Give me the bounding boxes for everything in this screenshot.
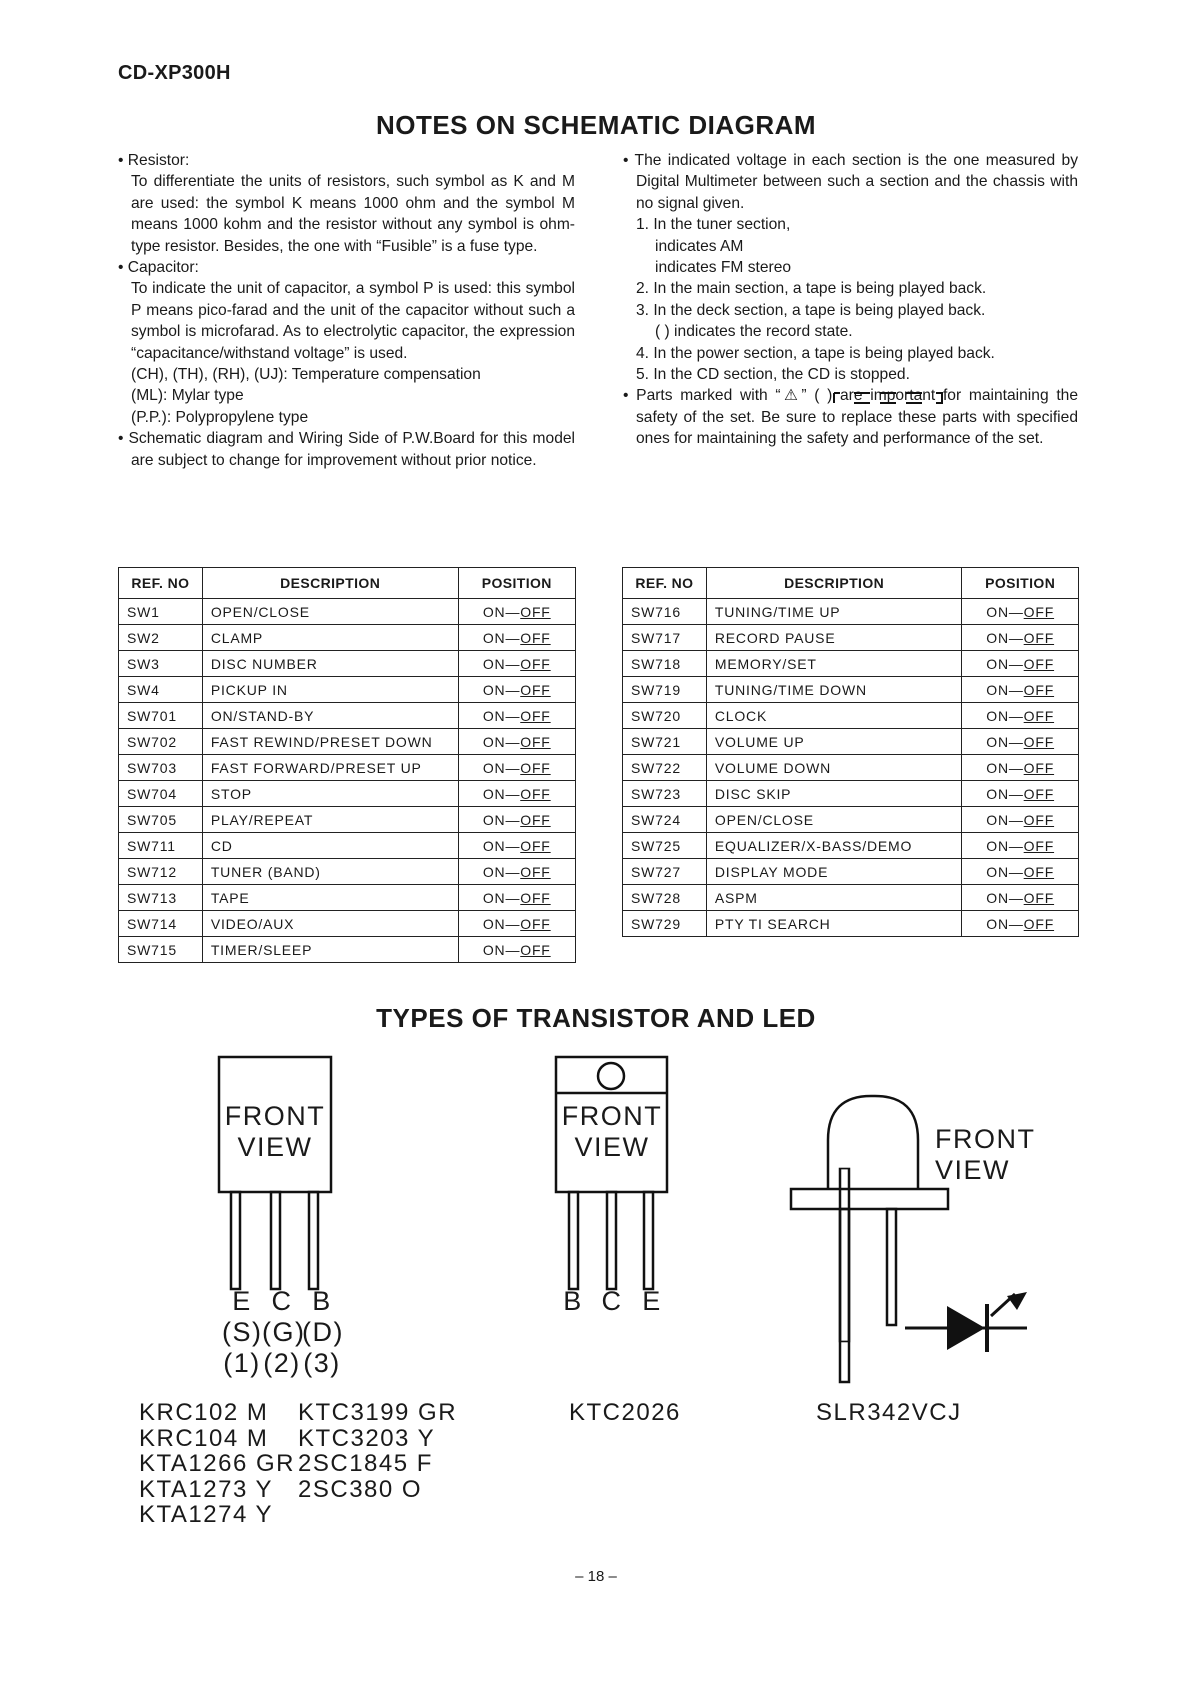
transistor-1-part-list-a (139, 1400, 295, 1528)
description-cell: ASPM (706, 885, 961, 911)
table-row (623, 729, 1079, 755)
position-on: ON— (482, 603, 521, 620)
led-part-number: SLR342VCJ (816, 1399, 962, 1426)
part-number: KTA1274 Y (139, 1501, 274, 1528)
led-front-label: FRONT VIEW (935, 1124, 1036, 1185)
position-off: OFF (1023, 629, 1055, 646)
col-header-description: DESCRIPTION (706, 568, 961, 599)
table-row (119, 885, 576, 911)
notes-left-column (118, 150, 575, 471)
ref-no-cell: SW728 (623, 885, 707, 911)
position-off: OFF (520, 603, 551, 620)
led-diode-symbol (905, 1290, 1030, 1370)
table-row (119, 599, 576, 625)
position-cell (458, 885, 575, 911)
description-cell: TUNER (BAND) (202, 859, 458, 885)
notes-right-paragraph: indicates AM (655, 237, 744, 255)
table-row (119, 703, 576, 729)
position-off: OFF (520, 759, 551, 776)
position-cell (458, 781, 575, 807)
position-on: ON— (986, 837, 1024, 854)
position-on: ON— (482, 863, 521, 880)
position-on: ON— (482, 941, 521, 958)
description-cell: OPEN/CLOSE (706, 807, 961, 833)
position-off: OFF (520, 707, 551, 724)
ref-no-cell: SW716 (623, 599, 707, 625)
ref-no-cell: SW717 (623, 625, 707, 651)
table-row (623, 859, 1079, 885)
table-row (623, 807, 1079, 833)
position-off: OFF (520, 681, 551, 698)
ref-no-cell: SW2 (119, 625, 203, 651)
position-on: ON— (482, 889, 521, 906)
table-row (119, 807, 576, 833)
table-row (623, 755, 1079, 781)
position-cell (962, 911, 1079, 937)
notes-right-paragraph: • Parts marked with “⚠” ( ) are important for maintaining the safety of the set. Be sure to replace these parts with specified ones for maintaining the safety and performance of the set. (623, 387, 1078, 448)
position-on: ON— (986, 811, 1024, 828)
table-row (623, 781, 1079, 807)
description-cell: MEMORY/SET (706, 651, 961, 677)
description-cell: CLOCK (706, 703, 961, 729)
table-row (119, 651, 576, 677)
position-on: ON— (986, 759, 1024, 776)
ref-no-cell: SW719 (623, 677, 707, 703)
position-off: OFF (1023, 603, 1055, 620)
notes-right-paragraph: 4. In the power section, a tape is being played back. (636, 344, 995, 362)
notes-left-paragraph: To differentiate the units of resistors, such symbol as K and M are used: the symbol K means 1000 ohm and the symbol M means 1000 kohm and the resistor without any symbol is ohm-type resistor. Besides, the one with “Fusible” is a fuse type. (131, 173, 575, 255)
notes-right-paragraph: • The indicated voltage in each section is the one measured by Digital Multimeter between such a section and the chassis with no signal given. (623, 152, 1078, 212)
ref-no-cell: SW712 (119, 859, 203, 885)
position-cell (962, 599, 1079, 625)
position-on: ON— (482, 707, 521, 724)
table-row (623, 677, 1079, 703)
ref-no-cell: SW723 (623, 781, 707, 807)
ref-no-cell: SW713 (119, 885, 203, 911)
description-cell: TUNING/TIME DOWN (706, 677, 961, 703)
position-on: ON— (482, 785, 521, 802)
notes-right-paragraph: 3. In the deck section, a tape is being played back. (636, 301, 986, 319)
position-on: ON— (986, 603, 1024, 620)
position-off: OFF (1023, 915, 1055, 932)
description-cell: CLAMP (202, 625, 458, 651)
ref-no-cell: SW703 (119, 755, 203, 781)
table-row (623, 911, 1079, 937)
description-cell: PICKUP IN (202, 677, 458, 703)
notes-left-paragraph: • Schematic diagram and Wiring Side of P.W.Board for this model are subject to change for improvement without prior notice. (118, 430, 575, 469)
notes-right-paragraph: ( ) indicates the record state. (655, 323, 853, 341)
col-header-position: POSITION (962, 568, 1079, 599)
position-cell (458, 625, 575, 651)
position-cell (962, 781, 1079, 807)
table-row (119, 755, 576, 781)
ref-no-cell: SW722 (623, 755, 707, 781)
part-number: 2SC1845 F (298, 1450, 433, 1477)
position-off: OFF (520, 629, 551, 646)
position-cell (962, 651, 1079, 677)
table-row (623, 625, 1079, 651)
position-off: OFF (1023, 811, 1055, 828)
col-header-description: DESCRIPTION (202, 568, 458, 599)
position-on: ON— (986, 889, 1024, 906)
ref-no-cell: SW711 (119, 833, 203, 859)
position-off: OFF (520, 655, 551, 672)
position-off: OFF (520, 837, 551, 854)
ref-no-cell: SW1 (119, 599, 203, 625)
notes-left-paragraph: To indicate the unit of capacitor, a symbol P is used: this symbol P means pico-farad and the unit of the capacitor without such a symbol is microfarad. As to electrolytic capacitor, the expression “capacitance/withstand voltage” is used. (131, 280, 575, 362)
position-cell (458, 755, 575, 781)
notes-right-paragraph: indicates FM stereo (655, 259, 792, 277)
ref-no-cell: SW714 (119, 911, 203, 937)
switch-table-left (118, 567, 576, 963)
position-on: ON— (986, 863, 1024, 880)
position-on: ON— (482, 837, 521, 854)
description-cell: RECORD PAUSE (706, 625, 961, 651)
transistor-2-part-number: KTC2026 (569, 1399, 681, 1426)
position-on: ON— (986, 785, 1024, 802)
notes-title: NOTES ON SCHEMATIC DIAGRAM (375, 110, 817, 140)
switch-table-right (622, 567, 1079, 937)
table-row (119, 937, 576, 963)
description-cell: VIDEO/AUX (202, 911, 458, 937)
ref-no-cell: SW720 (623, 703, 707, 729)
position-on: ON— (482, 915, 521, 932)
table-row (623, 885, 1079, 911)
position-off: OFF (520, 889, 551, 906)
position-cell (458, 859, 575, 885)
part-number: KTC3203 Y (298, 1424, 436, 1452)
transistor-2-front-label: FRONT VIEW (561, 1101, 663, 1162)
description-cell: OPEN/CLOSE (202, 599, 458, 625)
part-number: KTC3199 GR (298, 1399, 458, 1426)
position-off: OFF (1023, 863, 1055, 880)
description-cell: TUNING/TIME UP (706, 599, 961, 625)
transistor-1-front-label: FRONT VIEW (224, 1101, 326, 1162)
transistor-title: TYPES OF TRANSISTOR AND LED (376, 1003, 816, 1033)
ref-no-cell: SW727 (623, 859, 707, 885)
position-off: OFF (1023, 707, 1055, 724)
position-on: ON— (482, 629, 521, 646)
position-on: ON— (986, 629, 1024, 646)
table-row (623, 703, 1079, 729)
transistor-1-pin-labels: E C B (S) (G) (D) (1) (2) (3) (222, 1286, 344, 1378)
position-off: OFF (1023, 759, 1055, 776)
table-row (119, 729, 576, 755)
model-number: CD-XP300H (118, 62, 231, 84)
table-row (119, 781, 576, 807)
col-header-ref: REF. NO (623, 568, 707, 599)
col-header-ref: REF. NO (119, 568, 203, 599)
ref-no-cell: SW724 (623, 807, 707, 833)
position-on: ON— (986, 681, 1024, 698)
description-cell: VOLUME UP (706, 729, 961, 755)
position-cell (962, 677, 1079, 703)
description-cell: FAST REWIND/PRESET DOWN (202, 729, 458, 755)
part-number: 2SC380 O (298, 1475, 423, 1503)
description-cell: TIMER/SLEEP (202, 937, 458, 963)
position-cell (458, 729, 575, 755)
position-off: OFF (1023, 785, 1055, 802)
table-row (119, 677, 576, 703)
safety-parts-symbol (832, 390, 946, 406)
notes-left-paragraph: (P.P.): Polypropylene type (131, 408, 309, 426)
position-cell (458, 911, 575, 937)
col-header-position: POSITION (458, 568, 575, 599)
notes-right-paragraph: 5. In the CD section, the CD is stopped. (636, 366, 910, 384)
position-on: ON— (986, 707, 1024, 724)
position-off: OFF (520, 811, 551, 828)
description-cell: PTY TI SEARCH (706, 911, 961, 937)
position-cell (962, 859, 1079, 885)
transistor-1-part-list-b (298, 1400, 457, 1502)
position-cell (962, 755, 1079, 781)
description-cell: TAPE (202, 885, 458, 911)
position-on: ON— (986, 733, 1024, 750)
position-off: OFF (520, 733, 551, 750)
ref-no-cell: SW4 (119, 677, 203, 703)
position-on: ON— (482, 655, 521, 672)
table-row (119, 859, 576, 885)
position-on: ON— (482, 733, 521, 750)
position-on: ON— (986, 915, 1024, 932)
ref-no-cell: SW725 (623, 833, 707, 859)
notes-left-paragraph: • Capacitor: (118, 259, 199, 277)
table-row (623, 599, 1079, 625)
notes-right-paragraph: 1. In the tuner section, (636, 216, 791, 234)
table-row (119, 833, 576, 859)
ref-no-cell: SW729 (623, 911, 707, 937)
position-off: OFF (1023, 655, 1055, 672)
position-cell (962, 807, 1079, 833)
description-cell: DISC NUMBER (202, 651, 458, 677)
position-off: OFF (1023, 681, 1055, 698)
notes-left-paragraph: • Resistor: (118, 152, 190, 169)
position-cell (962, 885, 1079, 911)
position-cell (458, 807, 575, 833)
position-cell (962, 729, 1079, 755)
ref-no-cell: SW704 (119, 781, 203, 807)
position-off: OFF (520, 863, 551, 880)
table-row (119, 911, 576, 937)
ref-no-cell: SW3 (119, 651, 203, 677)
notes-left-paragraph: (ML): Mylar type (131, 387, 244, 405)
description-cell: VOLUME DOWN (706, 755, 961, 781)
transistor-2-outline (552, 1055, 672, 1291)
description-cell: ON/STAND-BY (202, 703, 458, 729)
position-cell (962, 625, 1079, 651)
part-number: KRC104 M (139, 1424, 269, 1452)
description-cell: PLAY/REPEAT (202, 807, 458, 833)
position-cell (458, 937, 575, 963)
table-row (623, 833, 1079, 859)
position-on: ON— (482, 811, 521, 828)
description-cell: STOP (202, 781, 458, 807)
position-cell (962, 703, 1079, 729)
position-off: OFF (1023, 733, 1055, 750)
transistor-2-pin-labels: B C E (563, 1286, 662, 1316)
ref-no-cell: SW715 (119, 937, 203, 963)
position-cell (458, 651, 575, 677)
position-off: OFF (520, 915, 551, 932)
position-on: ON— (482, 759, 521, 776)
ref-no-cell: SW705 (119, 807, 203, 833)
notes-left-paragraph: (CH), (TH), (RH), (UJ): Temperature compensation (131, 366, 481, 384)
position-on: ON— (482, 681, 521, 698)
notes-right-paragraph: 2. In the main section, a tape is being played back. (636, 280, 987, 298)
position-off: OFF (1023, 837, 1055, 854)
position-on: ON— (986, 655, 1024, 672)
position-off: OFF (520, 941, 551, 958)
table-row (119, 625, 576, 651)
part-number: KTA1273 Y (139, 1475, 274, 1503)
description-cell: FAST FORWARD/PRESET UP (202, 755, 458, 781)
position-cell (962, 833, 1079, 859)
description-cell: EQUALIZER/X-BASS/DEMO (706, 833, 961, 859)
part-number: KTA1266 GR (139, 1450, 295, 1477)
table-row (623, 651, 1079, 677)
position-cell (458, 703, 575, 729)
position-off: OFF (520, 785, 551, 802)
description-cell: DISPLAY MODE (706, 859, 961, 885)
transistor-1-outline (215, 1055, 335, 1291)
page-number: – 18 – (575, 1568, 617, 1585)
description-cell: CD (202, 833, 458, 859)
ref-no-cell: SW702 (119, 729, 203, 755)
position-cell (458, 599, 575, 625)
ref-no-cell: SW701 (119, 703, 203, 729)
ref-no-cell: SW721 (623, 729, 707, 755)
position-off: OFF (1023, 889, 1055, 906)
position-cell (458, 677, 575, 703)
ref-no-cell: SW718 (623, 651, 707, 677)
part-number: KRC102 M (139, 1399, 269, 1426)
description-cell: DISC SKIP (706, 781, 961, 807)
position-cell (458, 833, 575, 859)
